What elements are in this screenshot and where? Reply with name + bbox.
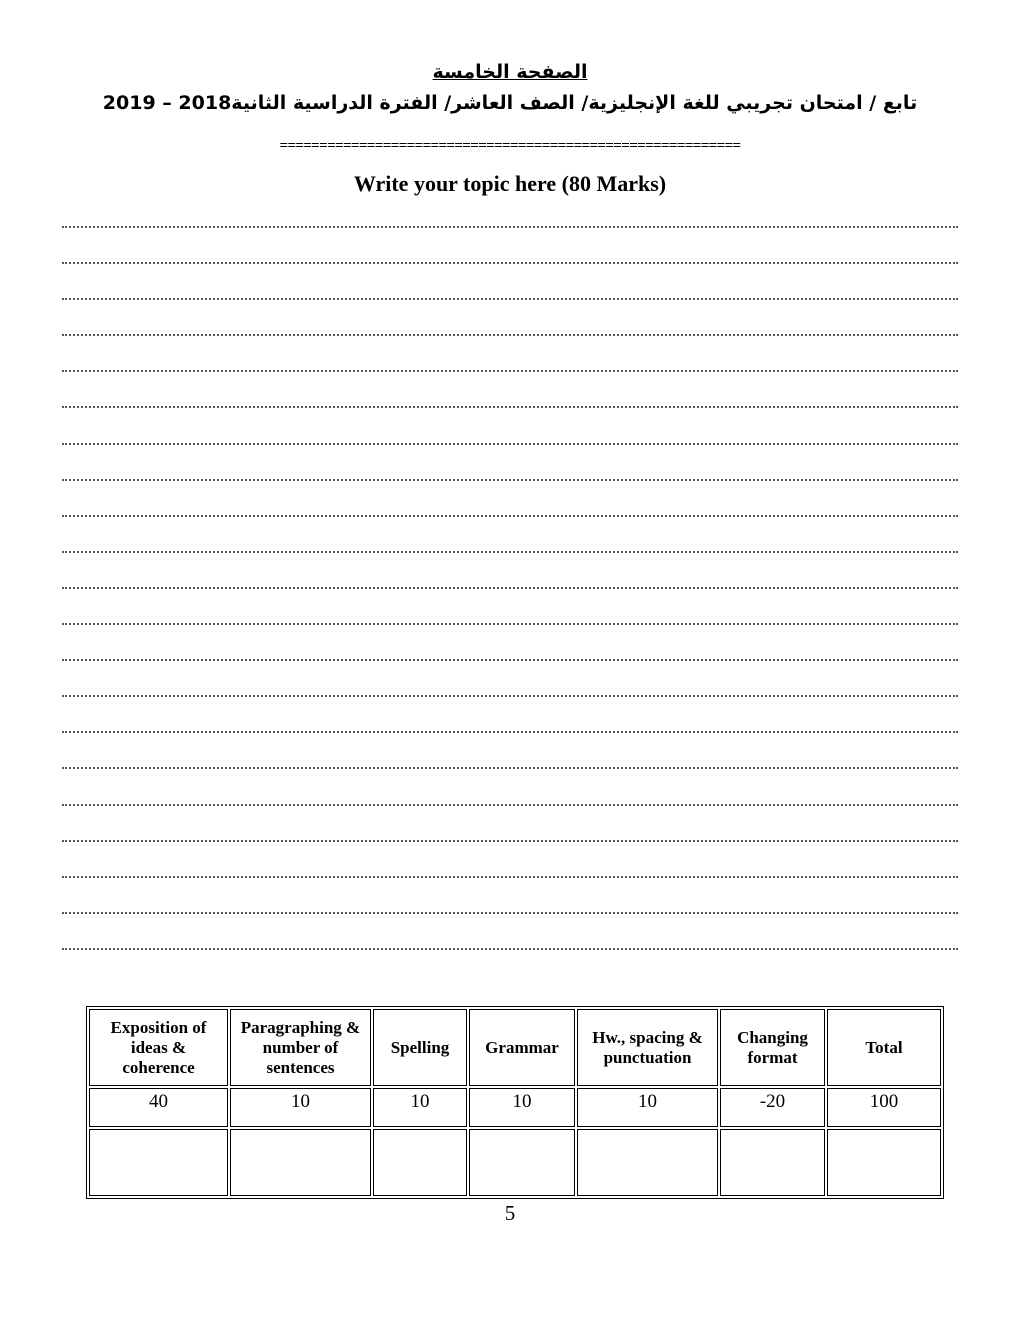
writing-area[interactable] <box>62 212 958 950</box>
score-exposition[interactable] <box>89 1129 228 1196</box>
header-paragraphing: Paragraphing & number of sentences <box>230 1009 371 1086</box>
score-total[interactable] <box>827 1129 941 1196</box>
header-changing-format: Changing format <box>720 1009 825 1086</box>
header-handwriting: Hw., spacing & punctuation <box>577 1009 718 1086</box>
marks-exposition: 40 <box>89 1088 228 1127</box>
page-number: 5 <box>504 1201 516 1225</box>
page-label: الصفحة الخامسة <box>432 61 588 83</box>
writing-line[interactable] <box>62 212 958 228</box>
writing-line[interactable] <box>62 300 958 336</box>
writing-line[interactable] <box>62 806 958 842</box>
writing-line[interactable] <box>62 517 958 553</box>
marks-handwriting: 10 <box>577 1088 718 1127</box>
score-handwriting[interactable] <box>577 1129 718 1196</box>
writing-line[interactable] <box>62 878 958 914</box>
writing-line[interactable] <box>62 697 958 733</box>
writing-line[interactable] <box>62 661 958 697</box>
writing-line[interactable] <box>62 372 958 408</box>
writing-line[interactable] <box>62 914 958 950</box>
score-changing-format[interactable] <box>720 1129 825 1196</box>
marks-grammar: 10 <box>469 1088 575 1127</box>
header-spelling: Spelling <box>373 1009 467 1086</box>
writing-line[interactable] <box>62 733 958 769</box>
marks-spelling: 10 <box>373 1088 467 1127</box>
rubric-table <box>86 1006 944 1199</box>
writing-line[interactable] <box>62 589 958 625</box>
writing-line[interactable] <box>62 445 958 481</box>
writing-line[interactable] <box>62 264 958 300</box>
header-total: Total <box>827 1009 941 1086</box>
rubric-score-row <box>89 1129 941 1196</box>
header-grammar: Grammar <box>469 1009 575 1086</box>
marks-changing-format: -20 <box>720 1088 825 1127</box>
header-exposition: Exposition of ideas & coherence <box>89 1009 228 1086</box>
rubric-header-row <box>89 1009 941 1086</box>
separator-line: ========================================================== <box>279 138 741 154</box>
marks-paragraphing: 10 <box>230 1088 371 1127</box>
score-paragraphing[interactable] <box>230 1129 371 1196</box>
writing-line[interactable] <box>62 481 958 517</box>
exam-title: تابع / امتحان تجريبي للغة الإنجليزية/ الصف العاشر/ الفترة الدراسية الثانية2018 – 2019 <box>102 92 918 114</box>
writing-line[interactable] <box>62 769 958 805</box>
rubric-marks-row <box>89 1088 941 1127</box>
writing-line[interactable] <box>62 625 958 661</box>
marks-total: 100 <box>827 1088 941 1127</box>
writing-line[interactable] <box>62 408 958 444</box>
writing-line[interactable] <box>62 842 958 878</box>
writing-line[interactable] <box>62 336 958 372</box>
score-grammar[interactable] <box>469 1129 575 1196</box>
score-spelling[interactable] <box>373 1129 467 1196</box>
writing-line[interactable] <box>62 553 958 589</box>
writing-line[interactable] <box>62 228 958 264</box>
topic-heading: Write your topic here (80 Marks) <box>353 171 667 196</box>
